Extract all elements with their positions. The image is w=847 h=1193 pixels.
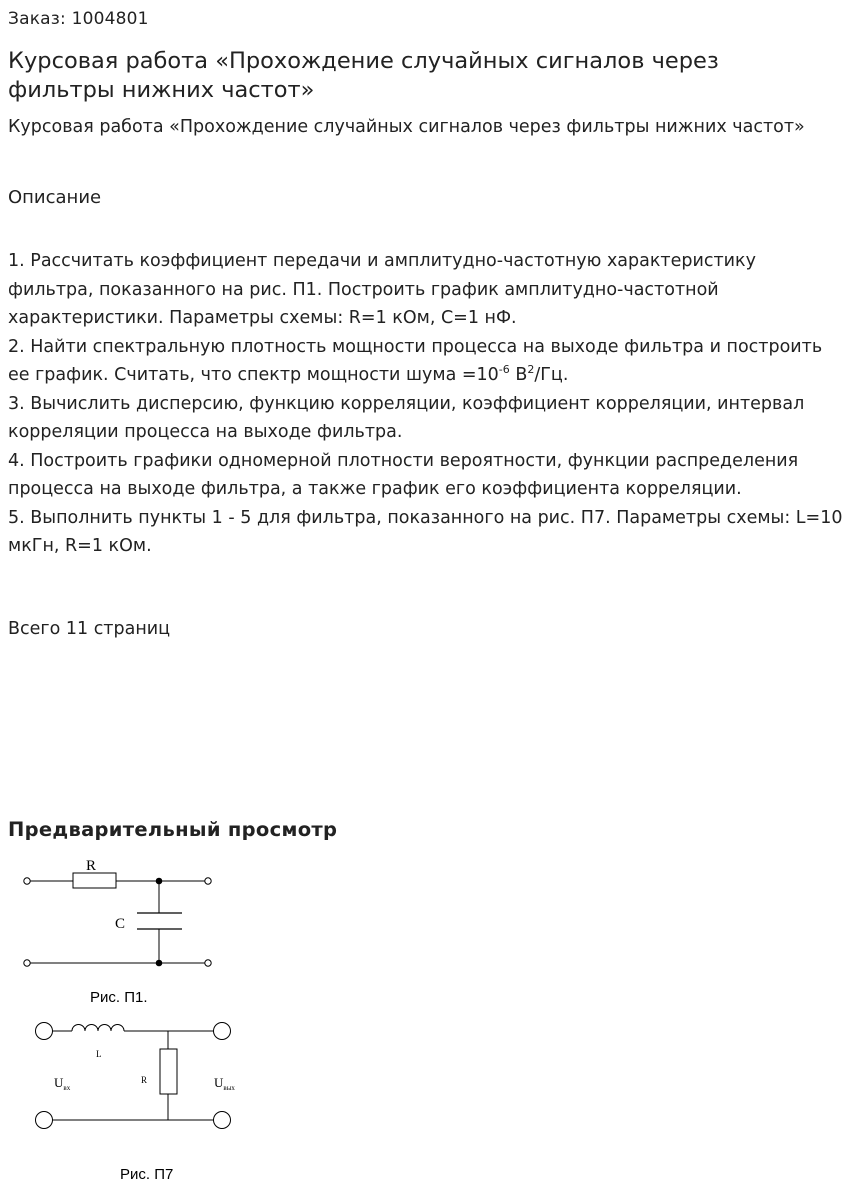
output-terminal-bottom bbox=[214, 1112, 231, 1129]
page-title: Курсовая работа «Прохождение случайных сигналов через фильтры нижних частот» bbox=[8, 48, 719, 103]
input-terminal-bottom bbox=[24, 960, 30, 966]
description-item-4: 4. Построить графики одномерной плотности вероятности, функции распределения процесса на выходе фильтра, а также график его коэффициента корреляции. bbox=[8, 450, 799, 499]
description-item-1: 1. Рассчитать коэффициент передачи и амплитудно-частотную характеристику фильтра, показанного на рис. П1. Построить график амплитудно-частотной характеристики. Параметры схемы: R=1 кОм, C=1 нФ. bbox=[8, 251, 756, 328]
label-u-in: $U_{вх}$ bbox=[54, 1075, 71, 1092]
preview-heading: Предварительный просмотр bbox=[8, 818, 338, 841]
junction-dot bbox=[156, 960, 162, 966]
resistor-symbol bbox=[160, 1049, 177, 1094]
label-r-p7: R bbox=[141, 1075, 148, 1085]
page-count: Всего 11 страниц bbox=[8, 619, 171, 639]
input-terminal-top bbox=[36, 1023, 53, 1040]
figure-caption-p1: Рис. П1. bbox=[90, 989, 148, 1006]
input-terminal-top bbox=[24, 878, 30, 884]
order-number: Заказ: 1004801 bbox=[8, 9, 149, 29]
output-terminal-bottom bbox=[205, 960, 211, 966]
label-l: L bbox=[96, 1049, 102, 1059]
description-heading: Описание bbox=[8, 187, 102, 208]
output-terminal-top bbox=[214, 1023, 231, 1040]
description-item-2: 2. Найти спектральную плотность мощности процесса на выходе фильтра и построить ее график. Считать, что спектр мощности шума $=10^{-6}$ $В^2/Гц$. bbox=[8, 336, 823, 385]
page-subtitle: Курсовая работа «Прохождение случайных сигналов через фильтры нижних частот» bbox=[8, 117, 805, 137]
description-item-3: 3. Вычислить дисперсию, функцию корреляции, коэффициент корреляции, интервал корреляции процесса на выходе фильтра. bbox=[8, 393, 805, 442]
label-r: R bbox=[86, 858, 97, 874]
description-item-5: 5. Выполнить пункты 1 - 5 для фильтра, показанного на рис. П7. Параметры схемы: L=10 мкГн, R=1 кОм. bbox=[8, 507, 843, 556]
input-terminal-bottom bbox=[36, 1112, 53, 1129]
label-c: C bbox=[115, 916, 126, 932]
output-terminal-top bbox=[205, 878, 211, 884]
inductor-symbol bbox=[72, 1025, 124, 1032]
lr-filter-diagram bbox=[36, 1023, 231, 1129]
resistor-symbol bbox=[73, 873, 116, 888]
label-u-out: $U_{вых}$ bbox=[214, 1075, 235, 1092]
figure-caption-p7: Рис. П7 bbox=[120, 1166, 174, 1183]
